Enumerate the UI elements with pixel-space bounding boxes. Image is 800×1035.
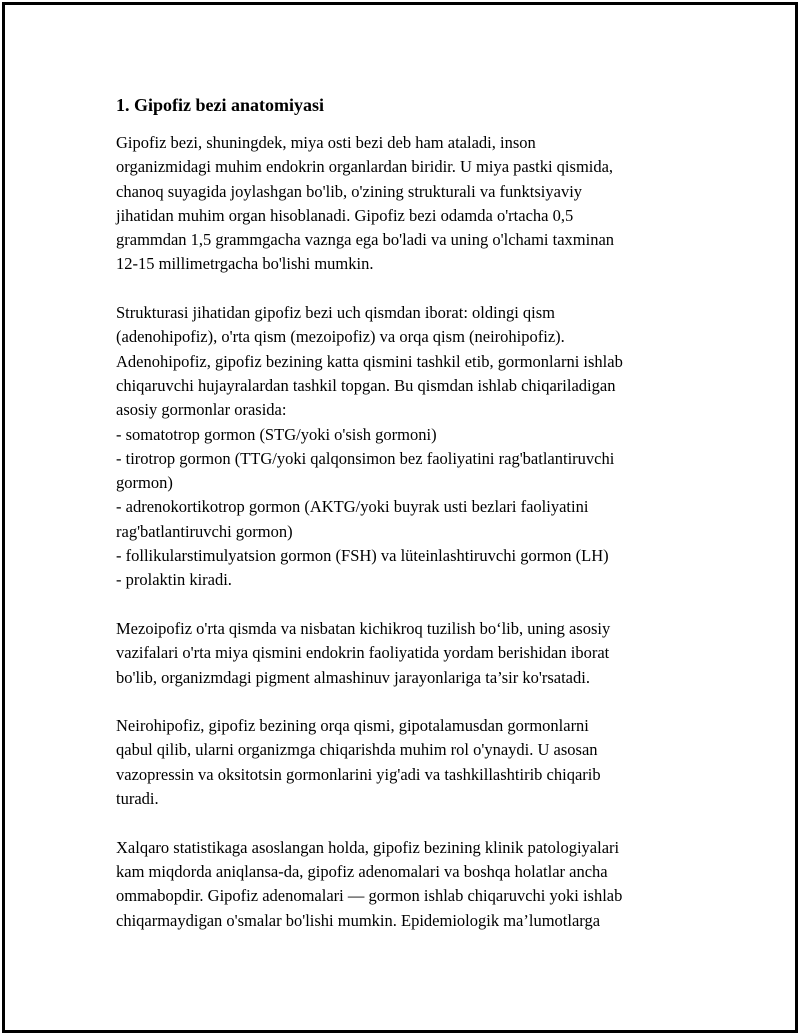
text-line: chanoq suyagida joylashgan bo'lib, o'zining strukturali va funktsiyaviy [116,181,583,201]
document-content [116,93,716,957]
text-line: Strukturasi jihatidan gipofiz bezi uch qismdan iborat: oldingi qism [116,303,556,323]
list-item: - tirotrop gormon (TTG/yoki qalqonsimon bez faoliyatini rag'batlantiruvchi [116,448,615,468]
text-line: bo'lib, organizmdagi pigment almashinuv jarayonlariga ta’sir ko'rsatadi. [116,667,590,687]
text-line: vazopressin va oksitotsin gormonlarini yig'adi va tashkillashtirib chiqarib [116,764,601,784]
section-heading: 1. Gipofiz bezi anatomiyasi [116,95,324,115]
list-item: - follikularstimulyatsion gormon (FSH) va lüteinlashtiruvchi gormon (LH) [116,546,609,566]
text-line: organizmidagi muhim endokrin organlardan biridir. U miya pastki qismida, [116,157,614,177]
text-line: Xalqaro statistikaga asoslangan holda, gipofiz bezining klinik patologiyalari [116,837,620,857]
text-line: grammdan 1,5 grammgacha vaznga ega bo'ladi va uning o'lchami taxminan [116,230,615,250]
text-line: kam miqdorda aniqlansa-da, gipofiz adenomalari va boshqa holatlar ancha [116,861,608,881]
text-line: qabul qilib, ularni organizmga chiqarishda muhim rol o'ynaydi. U asosan [116,740,598,760]
list-item: gormon) [116,473,173,493]
paragraph-intro [116,131,716,277]
text-line: 12-15 millimetrgacha bo'lishi mumkin. [116,254,374,274]
list-item: - prolaktin kiradi. [116,570,232,590]
text-line: Adenohipofiz, gipofiz bezining katta qismini tashkil etib, gormonlarni ishlab [116,351,623,371]
text-line: Gipofiz bezi, shuningdek, miya osti bezi deb ham ataladi, inson [116,133,536,152]
paragraph-mezoipofiz [116,617,716,690]
text-line: asosiy gormonlar orasida: [116,400,287,420]
text-line: (adenohipofiz), o'rta qism (mezoipofiz) va orqa qism (neirohipofiz). [116,327,565,347]
paragraph-statistics [116,836,716,933]
text-line: jihatidan muhim organ hisoblanadi. Gipofiz bezi odamda o'rtacha 0,5 [116,205,574,225]
text-line: Neirohipofiz, gipofiz bezining orqa qismi, gipotalamusdan gormonlarni [116,716,589,736]
paragraph-structure [116,301,716,593]
list-item: - adrenokortikotrop gormon (AKTG/yoki buyrak usti bezlari faoliyatini [116,497,589,517]
text-line: vazifalari o'rta miya qismini endokrin faoliyatida yordam berishidan iborat [116,643,610,663]
text-line: chiqaruvchi hujayralardan tashkil topgan. Bu qismdan ishlab chiqariladigan [116,375,616,395]
text-line: ommabopdir. Gipofiz adenomalari — gormon ishlab chiqaruvchi yoki ishlab [116,886,623,906]
text-line: Mezoipofiz o'rta qismda va nisbatan kichikroq tuzilish bo‘lib, uning asosiy [116,618,611,638]
text-line: turadi. [116,789,159,809]
text-line: chiqarmaydigan o'smalar bo'lishi mumkin. Epidemiologik ma’lumotlarga [116,910,601,930]
list-item: rag'batlantiruvchi gormon) [116,521,293,541]
paragraph-neirohipofiz [116,714,716,811]
list-item: - somatotrop gormon (STG/yoki o'sish gormoni) [116,424,437,444]
